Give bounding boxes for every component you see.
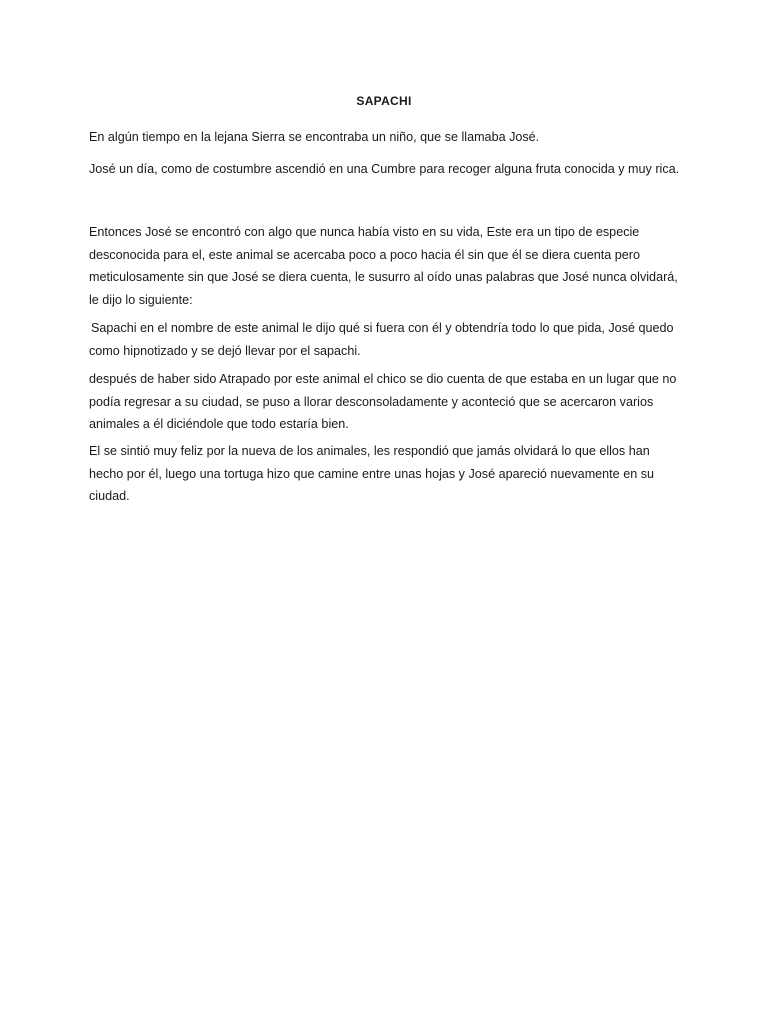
text-line: En algún tiempo en la lejana Sierra se encontraba un niño, que se llamaba José. (89, 130, 540, 144)
text-line: Sapachi en el nombre de este animal le dijo qué si fuera con él y obtendría todo lo que pida, José quedo (91, 321, 674, 335)
text-line: meticulosamente sin que José se diera cuenta, le susurro al oído unas palabras que José nunca olvidará, (89, 270, 678, 284)
text-line: animales a él diciéndole que todo estaría bien. (89, 417, 349, 431)
document-title: SAPACHI (356, 94, 412, 108)
paragraph (89, 158, 689, 181)
text-line: ciudad. (89, 489, 130, 503)
text-line: desconocida para el, este animal se acercaba poco a poco hacia él sin que él se diera cuenta pero (89, 247, 640, 262)
text-line: José un día, como de costumbre ascendió en una Cumbre para recoger alguna fruta conocida y muy rica. (89, 162, 680, 176)
paragraph (89, 126, 689, 149)
paragraph (89, 221, 689, 311)
paragraph (89, 368, 689, 436)
text-line: El se sintió muy feliz por la nueva de los animales, les respondió que jamás olvidará lo que ellos han (89, 444, 650, 458)
text-line: como hipnotizado y se dejó llevar por el sapachi. (89, 343, 361, 358)
paragraph (89, 317, 689, 362)
text-line: Entonces José se encontró con algo que nunca había visto en su vida, Este era un tipo de especie (89, 225, 640, 239)
text-line: le dijo lo siguiente: (89, 292, 193, 307)
text-line: después de haber sido Atrapado por este animal el chico se dio cuenta de que estaba en un lugar que no (89, 372, 677, 386)
paragraph (89, 440, 689, 508)
text-line: hecho por él, luego una tortuga hizo que camine entre unas hojas y José apareció nuevamente en su (89, 466, 654, 481)
text-line: podía regresar a su ciudad, se puso a llorar desconsoladamente y aconteció que se acercaron varios (89, 394, 654, 409)
